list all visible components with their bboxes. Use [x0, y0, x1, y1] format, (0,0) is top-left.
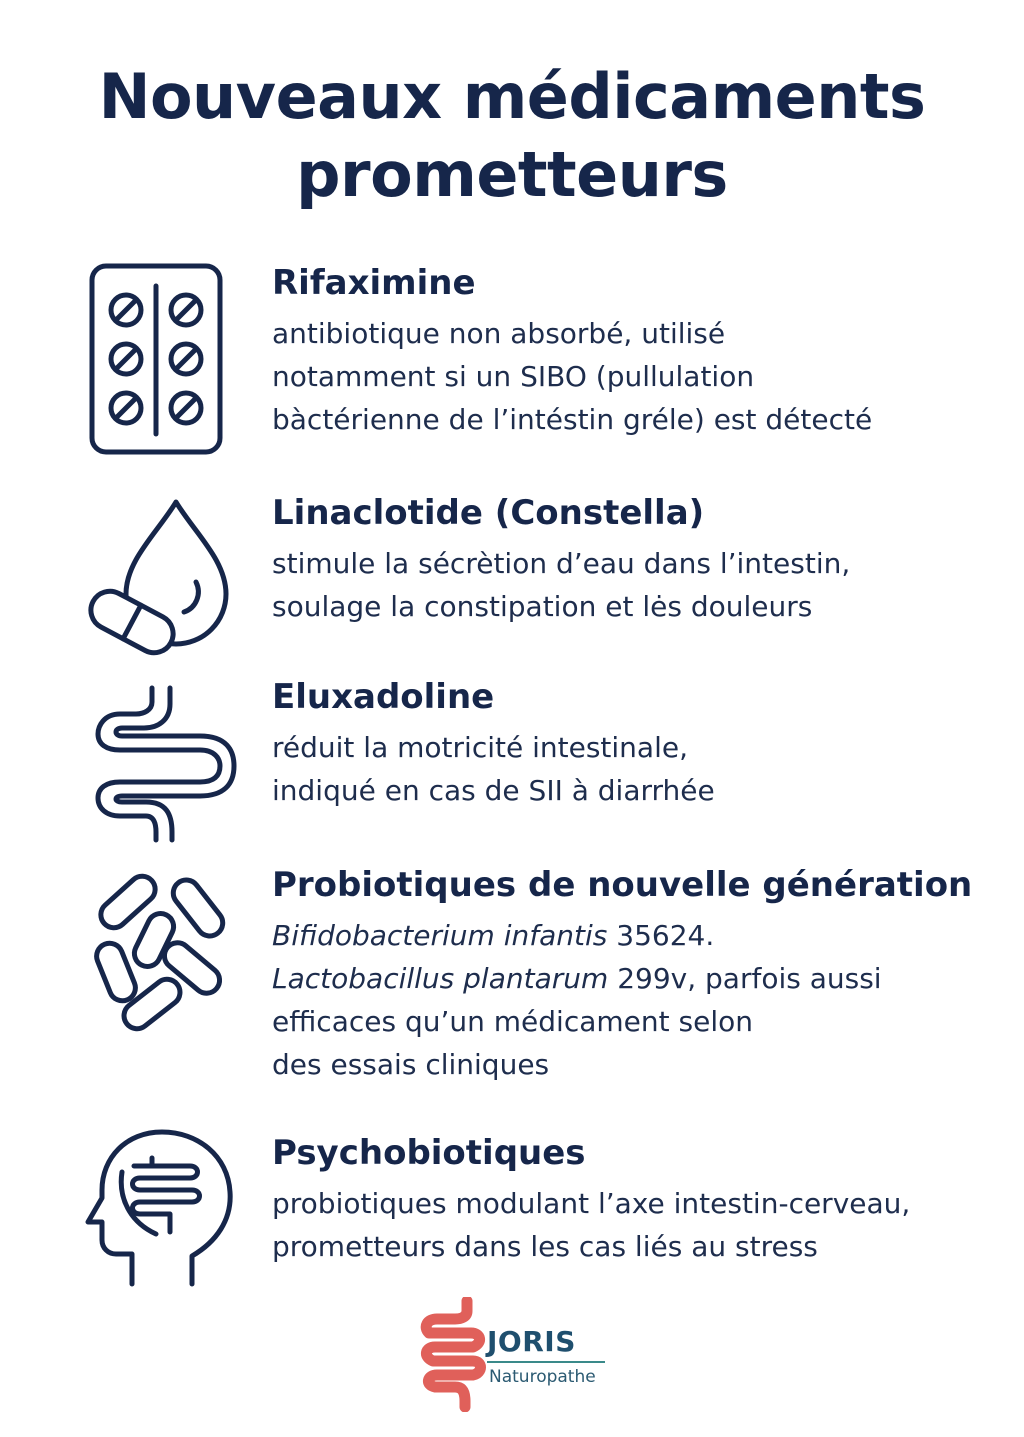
item-title: Eluxadoline: [272, 677, 495, 717]
title-line-2: prometteurs: [296, 138, 728, 211]
drug-text-probiotiques: [272, 864, 992, 1086]
desc-line: antibiotique non absorbé, utilisé: [272, 317, 726, 350]
strain-text: 35624.: [607, 919, 715, 952]
bacteria-icon: [80, 866, 240, 1066]
drug-text-eluxadoline: [272, 676, 992, 812]
desc-line: des essais cliniques: [272, 1048, 550, 1081]
item-description: [272, 542, 992, 628]
desc-line: soulage la constipation et lės douleurs: [272, 590, 813, 623]
intestine-logo-icon: [415, 1297, 495, 1412]
desc-line: efficaces qu’un médicament selon: [272, 1005, 753, 1038]
item-title: Probiotiques de nouvelle génération: [272, 865, 973, 905]
desc-line: stimule la sécrètion d’eau dans l’intestin,: [272, 547, 851, 580]
drug-text-rifaximine: [272, 262, 992, 441]
page-title: [0, 58, 1024, 214]
pill-blister-icon: [80, 260, 240, 460]
desc-line: réduit la motricité intestinale,: [272, 731, 688, 764]
desc-line: bàctérienne de l’intéstin gréle) est détecté: [272, 403, 873, 436]
title-line-1: Nouveaux médicaments: [98, 60, 926, 133]
joris-logo: [415, 1297, 615, 1412]
desc-line: notamment si un SIBO (pullulation: [272, 360, 755, 393]
logo-divider: [487, 1361, 605, 1363]
item-description: [272, 1182, 992, 1268]
species-name: Bifidobacterium infantis: [272, 919, 608, 952]
species-name: Lactobacillus plantarum: [272, 962, 609, 995]
head-gut-icon: [80, 1128, 240, 1328]
logo-subtitle: Naturopathe: [489, 1367, 596, 1387]
desc-line: [272, 957, 992, 1000]
item-title: Psychobiotiques: [272, 1133, 586, 1173]
water-drop-capsule-icon: [80, 494, 240, 694]
item-description: [272, 914, 992, 1086]
desc-line: prometteurs dans les cas liés au stress: [272, 1230, 818, 1263]
desc-line: [272, 914, 992, 957]
item-description: [272, 312, 992, 441]
intestine-icon: [80, 684, 240, 884]
logo-name: JORIS: [487, 1325, 576, 1358]
strain-text: 299v, parfois aussi: [608, 962, 882, 995]
item-title: Rifaximine: [272, 263, 476, 303]
item-title: Linaclotide (Constella): [272, 493, 705, 533]
desc-line: indiqué en cas de SII à diarrhée: [272, 774, 715, 807]
desc-line: probiotiques modulant l’axe intestin-cerveau,: [272, 1187, 911, 1220]
drug-text-psychobiotiques: [272, 1132, 992, 1268]
drug-text-linaclotide: [272, 492, 992, 628]
item-description: [272, 726, 992, 812]
